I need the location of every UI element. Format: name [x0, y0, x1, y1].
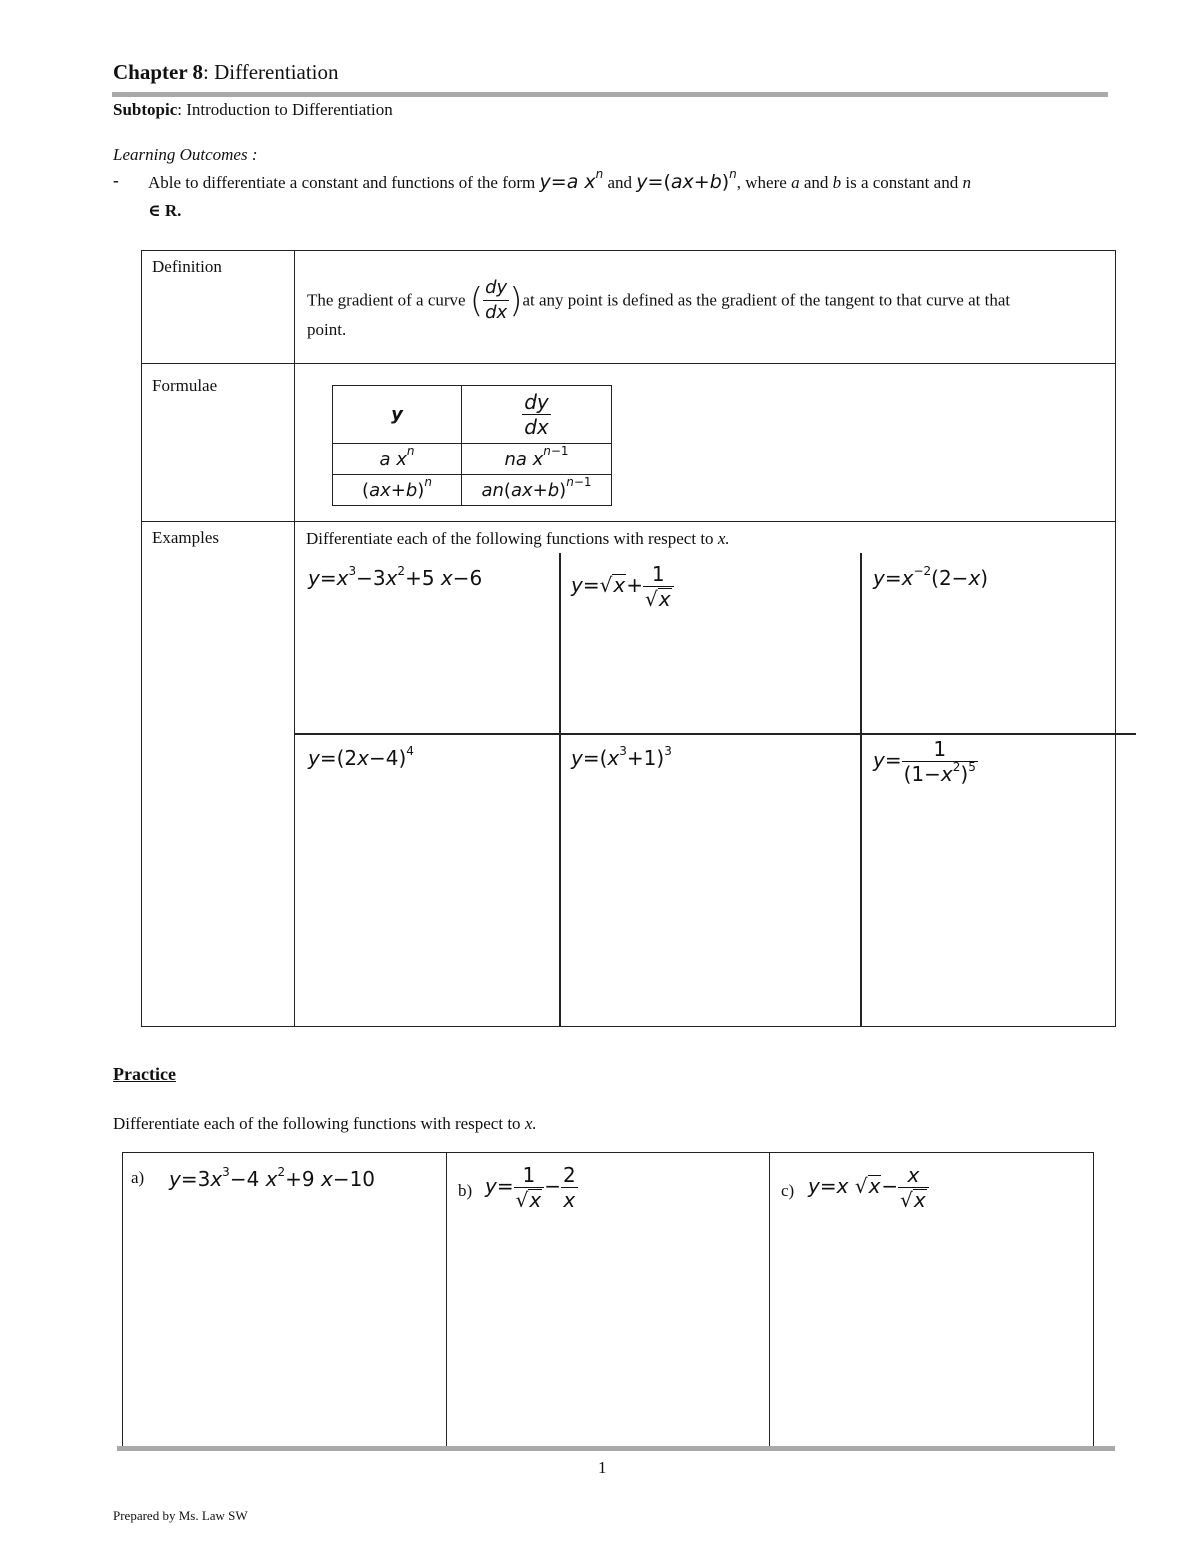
examples-row-divider [295, 733, 1136, 735]
definition-text-3: point. [307, 320, 347, 339]
formula-form-2: $y=(ax+b)^n$ [636, 167, 737, 193]
learning-outcome [148, 167, 1108, 193]
examples-cell [295, 522, 1116, 1027]
practice-c: y=x √x− $\frac{x}{√x}$ [808, 1163, 929, 1212]
formulae-cell [295, 364, 1116, 522]
outcome-text-3: is a constant and [845, 173, 959, 192]
formula-y-power: a $x^n$ [333, 444, 462, 475]
practice-heading: Practice [113, 1064, 176, 1084]
definition-text-2: at any point is defined as the gradient of the tangent to that curve at that [522, 290, 1011, 310]
practice-cell-a [123, 1153, 447, 1448]
practice-label-b: b) [458, 1181, 473, 1200]
formula-dydx-power: na $x^{n-1}$ [462, 444, 612, 475]
formulae-label: Formulae [142, 364, 295, 522]
footer-rule [117, 1446, 1115, 1451]
practice-cell-b [447, 1153, 770, 1448]
examples-divider-1 [559, 553, 561, 1027]
definition-text-1: The gradient of a curve [307, 290, 466, 310]
practice-cell-c [770, 1153, 1094, 1448]
learning-outcomes-label: Learning Outcomes : [113, 145, 258, 164]
subtopic-title: : Introduction to Differentiation [177, 100, 393, 119]
practice-table [122, 1152, 1094, 1448]
formula-y-linear-power: $(ax+b)^n$ [333, 475, 462, 506]
examples-divider-2 [860, 553, 862, 1027]
examples-instruction: Differentiate each of the following functions with respect to x. [306, 529, 730, 548]
subtopic-label: Subtopic [113, 100, 178, 119]
example-1: $y=x^3-3x^2+5$ x−6 [308, 564, 483, 590]
formula-table [332, 385, 612, 506]
outcome-and-2: and [803, 173, 829, 192]
practice-label-c: c) [781, 1181, 795, 1200]
practice-a: $y=3x^3-4$ $x^2+9$ x−10 [169, 1165, 376, 1191]
outcome-a: a [791, 173, 800, 192]
subtopic-line [113, 100, 393, 120]
outcome-b: b [832, 173, 842, 192]
chapter-title: : Differentiation [203, 60, 339, 84]
outcome-n: n [962, 173, 971, 192]
outcome-and: and [607, 173, 633, 192]
practice-label-a: a) [131, 1168, 145, 1187]
example-2: y=√x+ $\frac{1}{√x}$ [571, 562, 674, 611]
definition-cell [295, 251, 1116, 364]
formula-dydx-linear-power: $an(ax+b)^{n-1}$ [462, 475, 612, 506]
chapter-heading [113, 60, 339, 85]
outcome-bullet: - [113, 171, 119, 190]
examples-label: Examples [142, 522, 295, 1027]
definition-label: Definition [142, 251, 295, 364]
formula-form-1: y=a $x^n$ [539, 167, 604, 193]
practice-b: y= $\frac{1}{√x}$ − $\frac{2}{x}$ [485, 1163, 576, 1212]
formula-header-y: y [333, 386, 462, 444]
chapter-label: Chapter 8 [113, 60, 204, 84]
example-5: $y=(x^3+1)^3$ [571, 744, 672, 770]
main-table [141, 250, 1116, 1027]
example-3: $y=x^{-2}(2-x)$ [873, 564, 989, 590]
example-6: y= $\frac{1}{(1-x^2)^5}$ [873, 737, 976, 786]
outcome-reals: ∈ R. [148, 201, 182, 220]
formula-header-dydx: $\frac{dy}{dx}$ [462, 386, 612, 444]
outcome-text-2: , where [736, 173, 787, 192]
prepared-by: Prepared by Ms. Law SW [113, 1508, 248, 1523]
outcome-text-1: Able to differentiate a constant and functions of the form [148, 173, 536, 192]
example-4: $y=(2x-4)^4$ [308, 744, 414, 770]
practice-instruction: Differentiate each of the following functions with respect to x. [113, 1114, 537, 1133]
header-rule [112, 92, 1108, 97]
page-number: 1 [598, 1458, 607, 1477]
dy-dx-notation: ( $\frac{dy}{dx}$ ) [469, 277, 523, 323]
